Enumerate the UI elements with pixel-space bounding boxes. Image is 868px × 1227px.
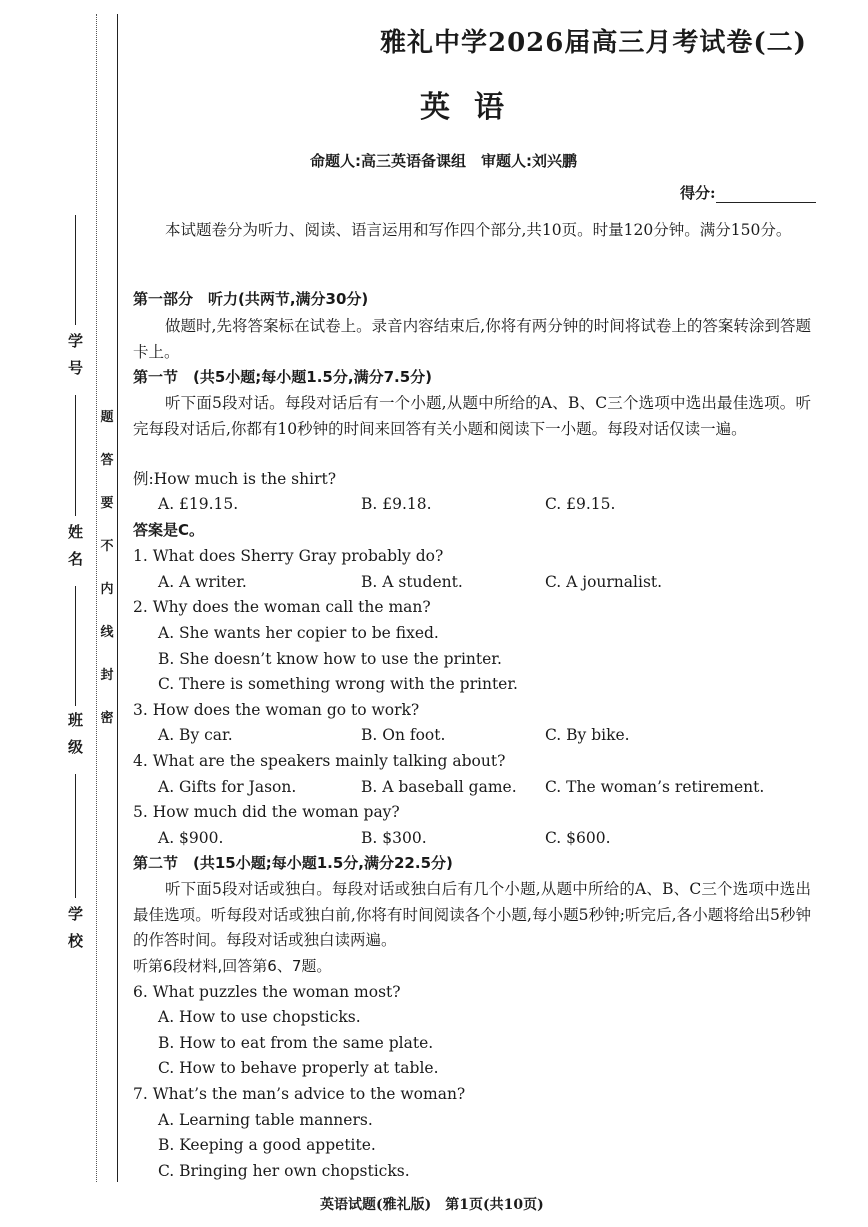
question-4: 4. What are the speakers mainly talking about? [133,752,506,770]
warning-char: 封 [100,668,114,683]
score-blank[interactable] [716,186,816,203]
q7-option-a[interactable]: A. Learning table manners. [158,1111,373,1129]
page-footer: 英语试题(雅礼版) 第1页(共10页) [320,1197,544,1213]
warning-char: 题 [100,410,114,425]
fold-line-dotted [96,14,97,1182]
section2-instruction: 听下面5段对话或独白。每段对话或独白后有几个小题,从题中所给的A、B、C三个选项中选出最佳选项。听每段对话或独白前,你将有时间阅读各个小题,每小题5秒钟;听完后,各小题将给出5秒钟的作答时间。每段对话或独白读两遍。 [133,880,811,950]
question-1: 1. What does Sherry Gray probably do? [133,547,444,565]
q3-option-a[interactable]: A. By car. [158,726,233,744]
q5-option-c[interactable]: C. $600. [545,829,611,847]
intro-text: 本试题卷分为听力、阅读、语言运用和写作四个部分,共10页。时量120分钟。满分150分。 [165,221,792,239]
warning-char: 内 [100,582,114,597]
warning-char: 不 [100,539,114,554]
warning-char: 要 [100,496,114,511]
q6-option-b[interactable]: B. How to eat from the same plate. [158,1034,434,1052]
subject-title: 英语 [420,90,528,125]
student-id-field[interactable] [64,215,86,500]
material-note: 听第6段材料,回答第6、7题。 [133,957,332,975]
example-option-b: B. £9.18. [361,495,432,513]
q1-option-a[interactable]: A. A writer. [158,573,247,591]
q2-option-a[interactable]: A. She wants her copier to be fixed. [158,624,439,642]
score-field[interactable] [680,182,816,203]
score-label: 得分: [680,184,716,202]
school-label: 学校 [66,906,84,960]
class-field[interactable] [64,686,86,894]
q1-option-c[interactable]: C. A journalist. [545,573,663,591]
warning-char: 线 [100,625,114,640]
q2-option-b[interactable]: B. She doesn’t know how to use the printer. [158,650,502,668]
question-3: 3. How does the woman go to work? [133,701,420,719]
q7-option-b[interactable]: B. Keeping a good appetite. [158,1136,376,1154]
question-7: 7. What’s the man’s advice to the woman? [133,1085,466,1103]
q5-option-b[interactable]: B. $300. [361,829,427,847]
authors-line: 命题人:高三英语备课组 审题人:刘兴鹏 [310,152,577,170]
fold-line-solid [117,14,118,1182]
q4-option-b[interactable]: B. A baseball game. [361,778,517,796]
q2-option-c[interactable]: C. There is something wrong with the printer. [158,675,518,693]
example-question: 例:How much is the shirt? [133,470,337,488]
part1-instruction: 做题时,先将答案标在试卷上。录音内容结束后,你将有两分钟的时间将试卷上的答案转涂到答题卡上。 [133,317,811,361]
question-2: 2. Why does the woman call the man? [133,598,431,616]
q3-option-b[interactable]: B. On foot. [361,726,446,744]
q7-option-c[interactable]: C. Bringing her own chopsticks. [158,1162,410,1180]
seal-warning [98,410,116,754]
q4-option-a[interactable]: A. Gifts for Jason. [158,778,297,796]
student-name-field[interactable] [64,498,86,706]
q5-option-a[interactable]: A. $900. [158,829,224,847]
section2-heading: 第二节 (共15小题;每小题1.5分,满分22.5分) [133,854,453,872]
warning-char: 答 [100,453,114,468]
exam-title: 雅礼中学2026届高三月考试卷(二) [380,28,807,58]
student-id-label: 学号 [66,333,84,387]
q3-option-c[interactable]: C. By bike. [545,726,630,744]
class-label: 班级 [66,712,84,766]
q4-option-c[interactable]: C. The woman’s retirement. [545,778,765,796]
section1-heading: 第一节 (共5小题;每小题1.5分,满分7.5分) [133,368,432,386]
question-5: 5. How much did the woman pay? [133,803,400,821]
example-option-c: C. £9.15. [545,495,616,513]
example-answer: 答案是C。 [133,521,205,539]
student-name-label: 姓名 [66,524,84,578]
question-6: 6. What puzzles the woman most? [133,983,401,1001]
part1-heading: 第一部分 听力(共两节,满分30分) [133,290,369,308]
section1-instruction: 听下面5段对话。每段对话后有一个小题,从题中所给的A、B、C三个选项中选出最佳选项。听完每段对话后,你都有10秒钟的时间来回答有关小题和阅读下一小题。每段对话仅读一遍。 [133,394,811,438]
school-field[interactable] [64,880,86,968]
q6-option-c[interactable]: C. How to behave properly at table. [158,1059,439,1077]
example-option-a: A. £19.15. [158,495,239,513]
q6-option-a[interactable]: A. How to use chopsticks. [158,1008,361,1026]
q1-option-b[interactable]: B. A student. [361,573,463,591]
warning-char: 密 [100,711,114,726]
